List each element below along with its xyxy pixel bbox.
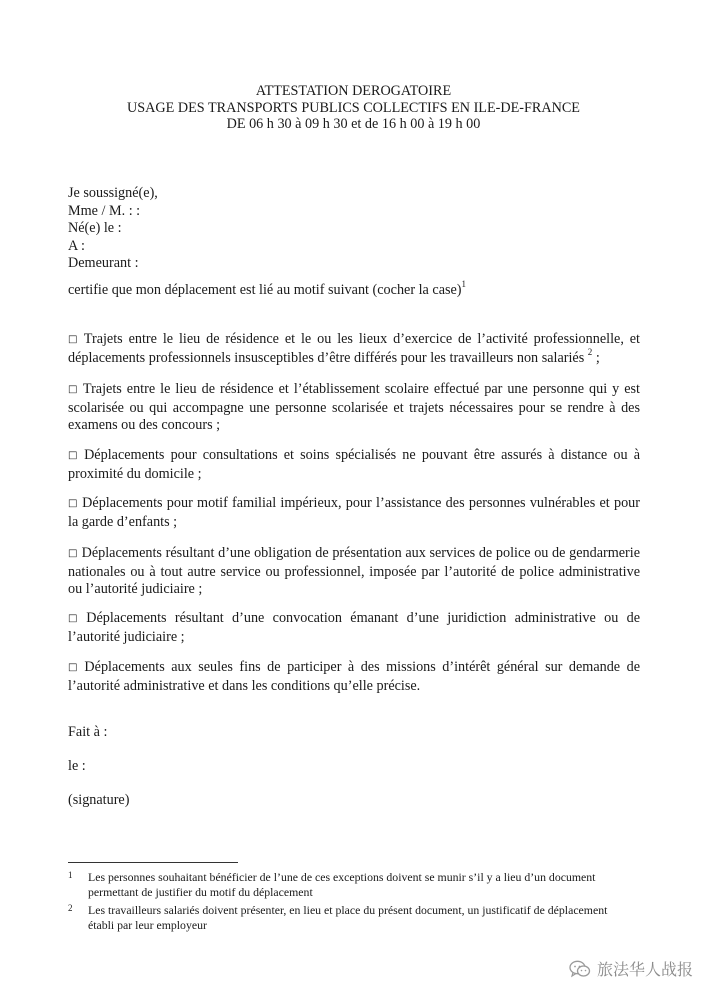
footnote-text: Les travailleurs salariés doivent présenter, en lieu et place du présent document, un justificatif de déplacement établi par leur employeur: [88, 903, 608, 932]
identity-address: Demeurant :: [68, 255, 139, 271]
option-text: Déplacements pour motif familial impérieux, pour l’assistance des personnes vulnérables et pour la garde d’enfants ;: [68, 495, 641, 530]
checkbox-professional[interactable]: □: [68, 334, 80, 345]
option-police: [68, 545, 640, 599]
watermark: [569, 957, 693, 980]
certify-text: certifie que mon déplacement est lié au motif suivant (cocher la case): [68, 282, 462, 298]
option-medical: [68, 447, 640, 483]
identity-intro: Je soussigné(e),: [68, 185, 158, 201]
identity-block: [68, 185, 158, 273]
footnote-divider: [68, 862, 238, 863]
option-professional: [68, 331, 640, 367]
option-family: [68, 495, 640, 531]
option-text: Trajets entre le lieu de résidence et le ou les lieux d’exercice de l’activité professionnelle, et déplacements professionnels insusceptibles d’être différés pour les travailleurs non salariés: [68, 331, 640, 366]
option-text: Déplacements résultant d’une convocation émanant d’une juridiction administrative ou de l’autorité judiciaire ;: [68, 610, 641, 645]
option-tail: ;: [592, 349, 600, 366]
option-text: Déplacements résultant d’une obligation de présentation aux services de police ou de gendarmerie nationales ou à tout autre service ou professionnel, imposée par l’autorité de police administrative ou l’autorité judiciaire ;: [68, 545, 641, 597]
checkbox-police[interactable]: □: [68, 548, 78, 559]
footnote-ref-2: 2: [587, 346, 593, 357]
footnote-ref-1: 1: [461, 279, 467, 290]
title-line-1: ATTESTATION DEROGATOIRE: [255, 83, 452, 99]
footnote-number: 1: [68, 870, 73, 880]
signature-date: le :: [68, 758, 86, 774]
watermark-text: 旅法华人战报: [596, 960, 693, 979]
wechat-icon: [569, 960, 591, 978]
footnote-1: [68, 870, 628, 899]
certify-statement: [68, 279, 467, 299]
checkbox-medical[interactable]: □: [68, 450, 81, 461]
title-line-2: USAGE DES TRANSPORTS PUBLICS COLLECTIFS EN ILE-DE-FRANCE: [127, 99, 580, 116]
checkbox-court[interactable]: □: [68, 613, 83, 624]
signature-label: (signature): [68, 792, 130, 808]
checkbox-family[interactable]: □: [68, 498, 79, 509]
option-court: [68, 610, 640, 646]
option-text: Déplacements pour consultations et soins spécialisés ne pouvant être assurés à distance ou à proximité du domicile ;: [68, 447, 640, 482]
checkbox-school[interactable]: □: [68, 384, 79, 395]
option-text: Trajets entre le lieu de résidence et l’établissement scolaire effectué par une personne qui y est scolarisée ou qui accompagne une personne scolarisée et trajets nécessaires pour se rendre à des examens ou des concours ;: [68, 381, 640, 433]
footnote-text: Les personnes souhaitant bénéficier de l’une de ces exceptions doivent se munir s’il y a lieu d’un document permettant de justifier du motif du déplacement: [88, 870, 596, 899]
option-general-interest: [68, 659, 640, 695]
signature-place: Fait à :: [68, 724, 108, 740]
identity-birth-place: A :: [68, 237, 85, 254]
identity-birth-date: Né(e) le :: [68, 220, 122, 236]
identity-name: Mme / M. : :: [68, 202, 141, 219]
option-school: [68, 381, 640, 435]
checkbox-general-interest[interactable]: □: [68, 662, 81, 673]
title-line-3: DE 06 h 30 à 09 h 30 et de 16 h 00 à 19 h 00: [226, 116, 481, 132]
document-title: [0, 83, 707, 133]
option-text: Déplacements aux seules fins de participer à des missions d’intérêt général sur demande de l’autorité administrative et dans les conditions qu’elle précise.: [68, 659, 640, 694]
footnote-number: 2: [68, 903, 73, 913]
footnote-2: [68, 903, 628, 932]
